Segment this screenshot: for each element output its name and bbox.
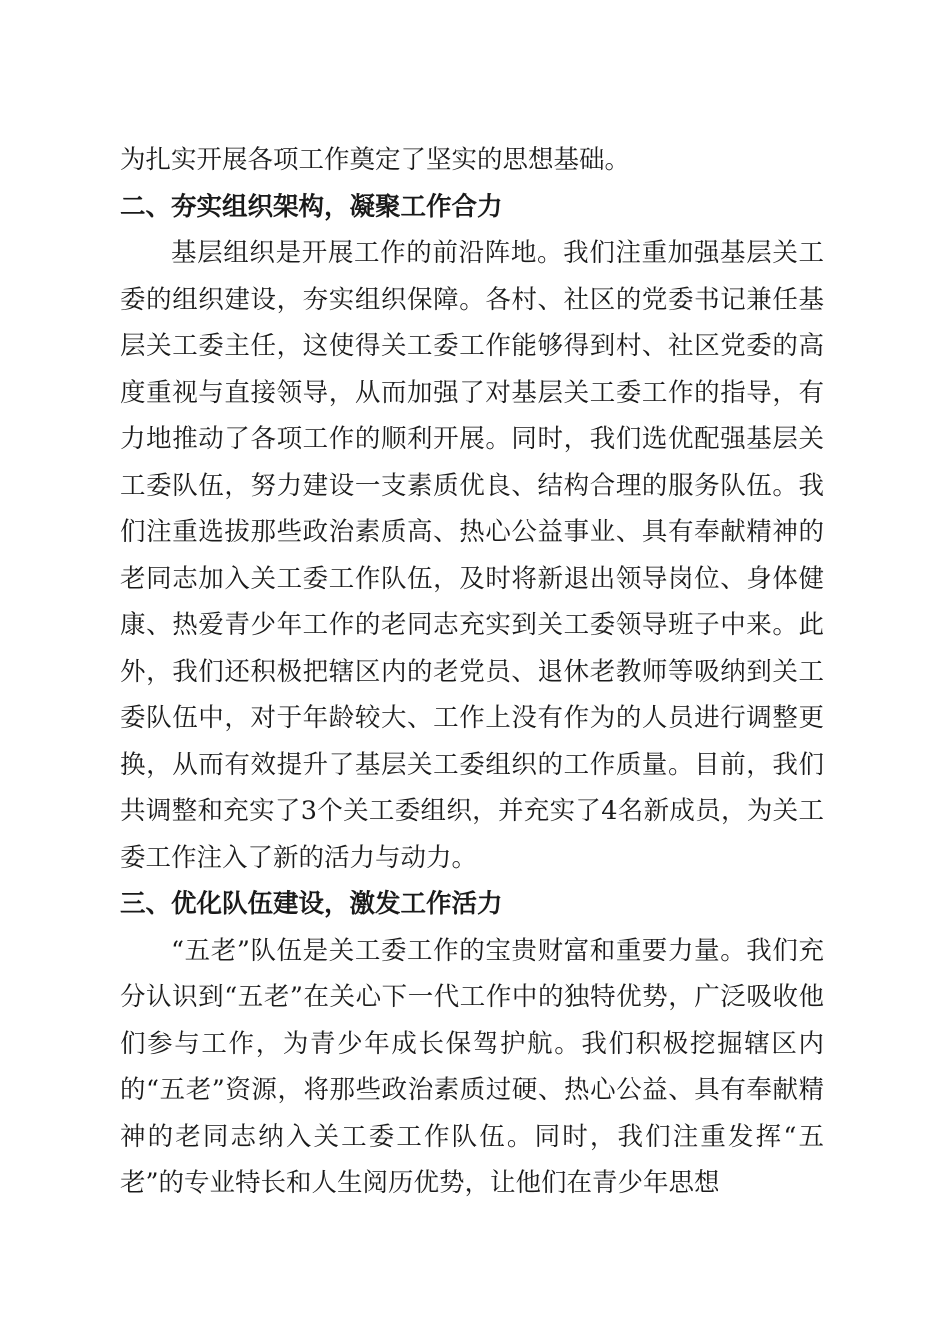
section-3-paragraph: “五老”队伍是关工委工作的宝贵财富和重要力量。我们充分认识到“五老”在关心下一代工作中的独特优势，广泛吸收他们参与工作，为青少年成长保驾护航。我们积极挖掘辖区内的“五老”资源，将那些政治素质过硬、热心公益、具有奉献精神的老同志纳入关工委工作队伍。同时，我们注重发挥“五老”的专业特长和人生阅历优势，让他们在青少年思想 bbox=[120, 935, 824, 1198]
continuation-paragraph: 为扎实开展各项工作奠定了坚实的思想基础。 bbox=[120, 145, 631, 175]
section-2-heading: 二、夯实组织架构，凝聚工作合力 bbox=[120, 191, 503, 222]
document-body bbox=[120, 137, 824, 1207]
section-2-paragraph: 基层组织是开展工作的前沿阵地。我们注重加强基层关工委的组织建设，夯实组织保障。各村、社区的党委书记兼任基层关工委主任，这使得关工委工作能够得到村、社区党委的高度重视与直接领导，从而加强了对基层关工委工作的指导，有力地推动了各项工作的顺利开展。同时，我们选优配强基层关工委队伍，努力建设一支素质优良、结构合理的服务队伍。我们注重选拔那些政治素质高、热心公益事业、具有奉献精神的老同志加入关工委工作队伍，及时将新退出领导岗位、身体健康、热爱青少年工作的老同志充实到关工委领导班子中来。此外，我们还积极把辖区内的老党员、退休老教师等吸纳到关工委队伍中，对于年龄较大、工作上没有作为的人员进行调整更换，从而有效提升了基层关工委组织的工作质量。目前，我们共调整和充实了3个关工委组织，并充实了4名新成员，为关工委工作注入了新的活力与动力。 bbox=[120, 238, 824, 873]
section-3-heading: 三、优化队伍建设，激发工作活力 bbox=[120, 889, 503, 919]
